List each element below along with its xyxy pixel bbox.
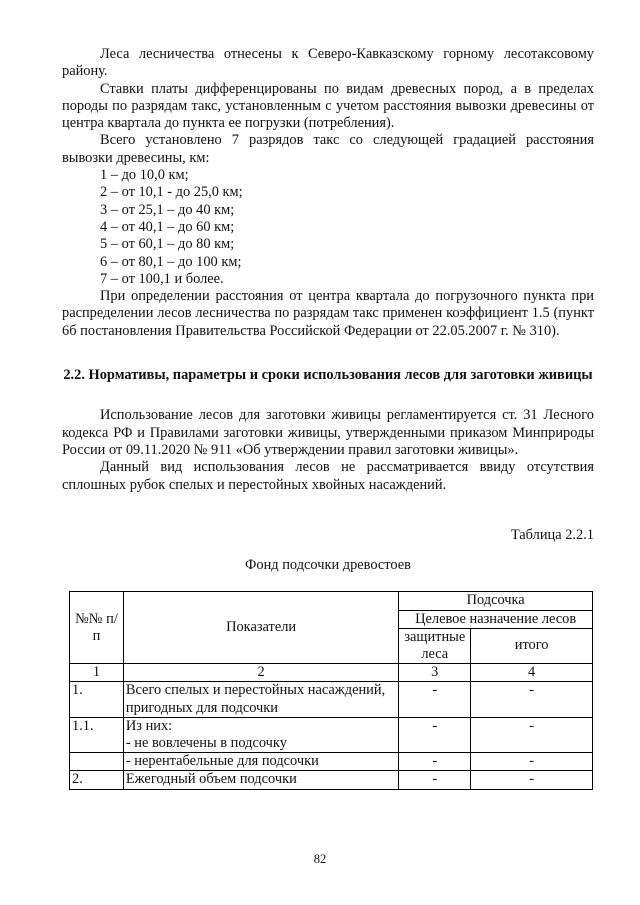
row-total: - (471, 753, 593, 771)
table-row (70, 717, 593, 752)
row-num: 1.1. (70, 717, 124, 752)
paragraph: Всего установлено 7 разрядов такс со следующей градацией расстояния вывозки древесины, км: (62, 132, 594, 166)
row-num: 2. (70, 771, 124, 789)
row-protective: - (399, 771, 471, 789)
table-row (70, 753, 593, 771)
list-item: 6 – от 80,1 – до 100 км; (100, 253, 242, 270)
data-table (69, 591, 593, 789)
table-caption: Фонд подсочки древостоев (245, 557, 411, 574)
row-total: - (471, 717, 593, 752)
row-label: Ежегодный объем подсочки (123, 771, 398, 789)
table-row (70, 682, 593, 717)
paragraph: Ставки платы дифференцированы по видам древесных пород, а в пределах породы по разрядам такс, установленным с учетом расстояния вывозки древесины от центра квартала до пункта ее погрузки (потребления). (62, 80, 594, 132)
column-number-row (70, 664, 593, 682)
col-number: 1 (70, 664, 124, 682)
list-item: 5 – от 60,1 – до 80 км; (100, 236, 235, 253)
row-protective: - (399, 753, 471, 771)
page-number: 82 (313, 852, 327, 866)
paragraph: Данный вид использования лесов не рассматривается ввиду отсутствия сплошных рубок спелых и перестойных хвойных насаждений. (62, 459, 594, 493)
header-num: №№ п/п (70, 592, 124, 664)
row-protective: - (399, 717, 471, 752)
col-number: 2 (123, 664, 398, 682)
header-subgroup: Целевое назначение лесов (399, 610, 593, 628)
col-number: 4 (471, 664, 593, 682)
row-num (70, 753, 124, 771)
paragraph: При определении расстояния от центра квартала до погрузочного пункта при распределении лесов лесничества по разрядам такс применен коэффициент 1.5 (пункт 6б постановления Правительства Российской Федерации от 22.05.2007 г. № 310). (62, 288, 594, 339)
document-page (62, 46, 594, 790)
list-item: 4 – от 40,1 – до 60 км; (100, 218, 235, 235)
col-number: 3 (399, 664, 471, 682)
list-item: 1 – до 10,0 км; (100, 167, 189, 184)
row-label: Всего спелых и перестойных насаждений, пригодных для подсочки (123, 682, 398, 717)
row-label: Из них: - не вовлечены в подсочку (123, 717, 398, 752)
table-row (70, 771, 593, 789)
header-total: итого (471, 628, 593, 663)
section-heading: 2.2. Нормативы, параметры и сроки использования лесов для заготовки живицы (63, 367, 593, 384)
row-label: - нерентабельные для подсочки (123, 753, 398, 771)
paragraph: Использование лесов для заготовки живицы регламентируется ст. 31 Лесного кодекса РФ и Правилами заготовки живицы, утвержденными приказом Минприроды России от 09.11.2020 № 911 «Об утверждении правил заготовки живицы». (62, 407, 594, 458)
header-protective: защитные леса (399, 628, 471, 663)
distance-grade-list (62, 167, 594, 288)
row-num: 1. (70, 682, 124, 717)
row-total: - (471, 682, 593, 717)
list-item: 2 – от 10,1 - до 25,0 км; (100, 184, 243, 201)
header-group: Подсочка (399, 592, 593, 610)
list-item: 3 – от 25,1 – до 40 км; (100, 201, 235, 218)
list-item: 7 – от 100,1 и более. (100, 270, 224, 287)
header-indicators: Показатели (123, 592, 398, 664)
row-protective: - (399, 682, 471, 717)
table-label: Таблица 2.2.1 (510, 526, 594, 543)
paragraph: Леса лесничества отнесены к Северо-Кавказскому горному лесотаксовому району. (62, 46, 594, 80)
row-total: - (471, 771, 593, 789)
